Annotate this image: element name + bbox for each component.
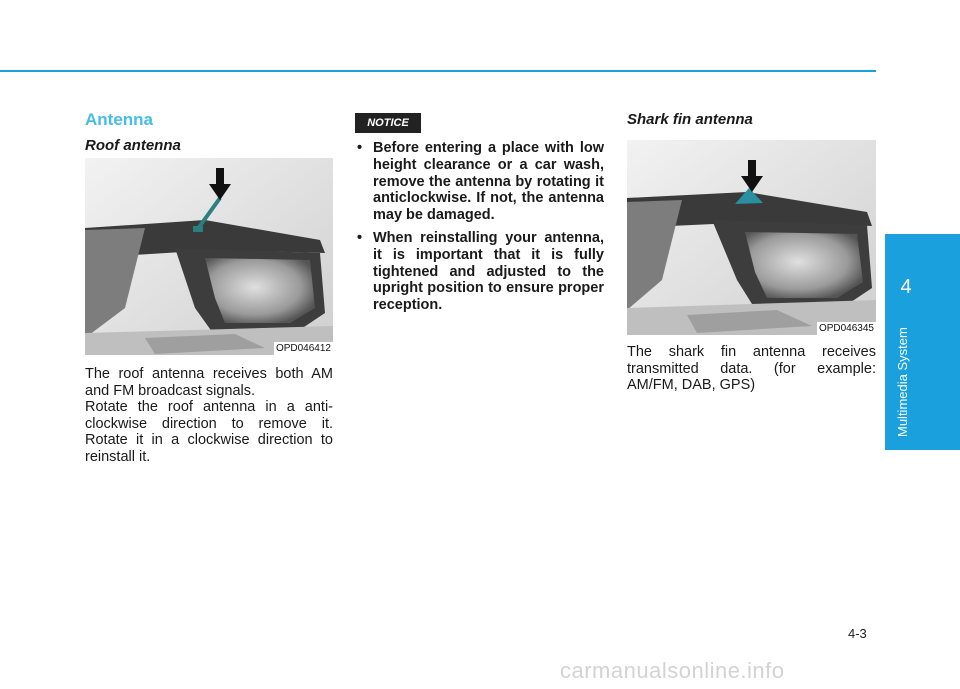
bullet-icon: • — [357, 229, 363, 246]
page-number: 4-3 — [848, 626, 867, 641]
roof-antenna-figure — [85, 158, 333, 355]
down-arrow-icon — [209, 168, 231, 200]
roof-figure-code: OPD046412 — [275, 343, 331, 354]
roof-text-2: Rotate the roof antenna in a anti-clockwise direction to remove it. Rotate it in a clockwise direction to reinstall it. — [85, 399, 333, 465]
notice-item — [355, 230, 604, 314]
notice-list — [355, 140, 604, 320]
shark-fin-subtitle: Shark fin antenna — [627, 111, 753, 128]
watermark: carmanualsonline.info — [560, 658, 785, 683]
section-title: Antenna — [85, 110, 153, 129]
shark-figure-code: OPD046345 — [818, 323, 874, 334]
down-arrow-icon — [741, 160, 763, 192]
shark-fin-text: The shark fin antenna receives transmitted data. (for example: AM/FM, DAB, GPS) — [627, 344, 876, 393]
top-rule — [0, 70, 876, 72]
shark-fin-figure — [627, 140, 876, 335]
notice-badge: NOTICE — [355, 113, 421, 133]
roof-text-1: The roof antenna receives both AM and FM broadcast signals. — [85, 366, 333, 399]
notice-item — [355, 140, 604, 224]
bullet-icon: • — [357, 140, 363, 156]
roof-antenna-subtitle: Roof antenna — [85, 137, 181, 154]
notice-item-text: Before entering a place with low height clearance or a car wash, remove the antenna by rotating it anticlockwise. If not, the antenna may be damaged. — [373, 140, 604, 224]
chapter-number: 4 — [900, 276, 912, 298]
chapter-name: Multimedia System — [895, 327, 910, 437]
roof-antenna-text — [85, 366, 333, 465]
notice-item-text: When reinstalling your antenna, it is important that it is fully tightened and adjusted to the upright position to ensure proper reception. — [373, 229, 604, 314]
